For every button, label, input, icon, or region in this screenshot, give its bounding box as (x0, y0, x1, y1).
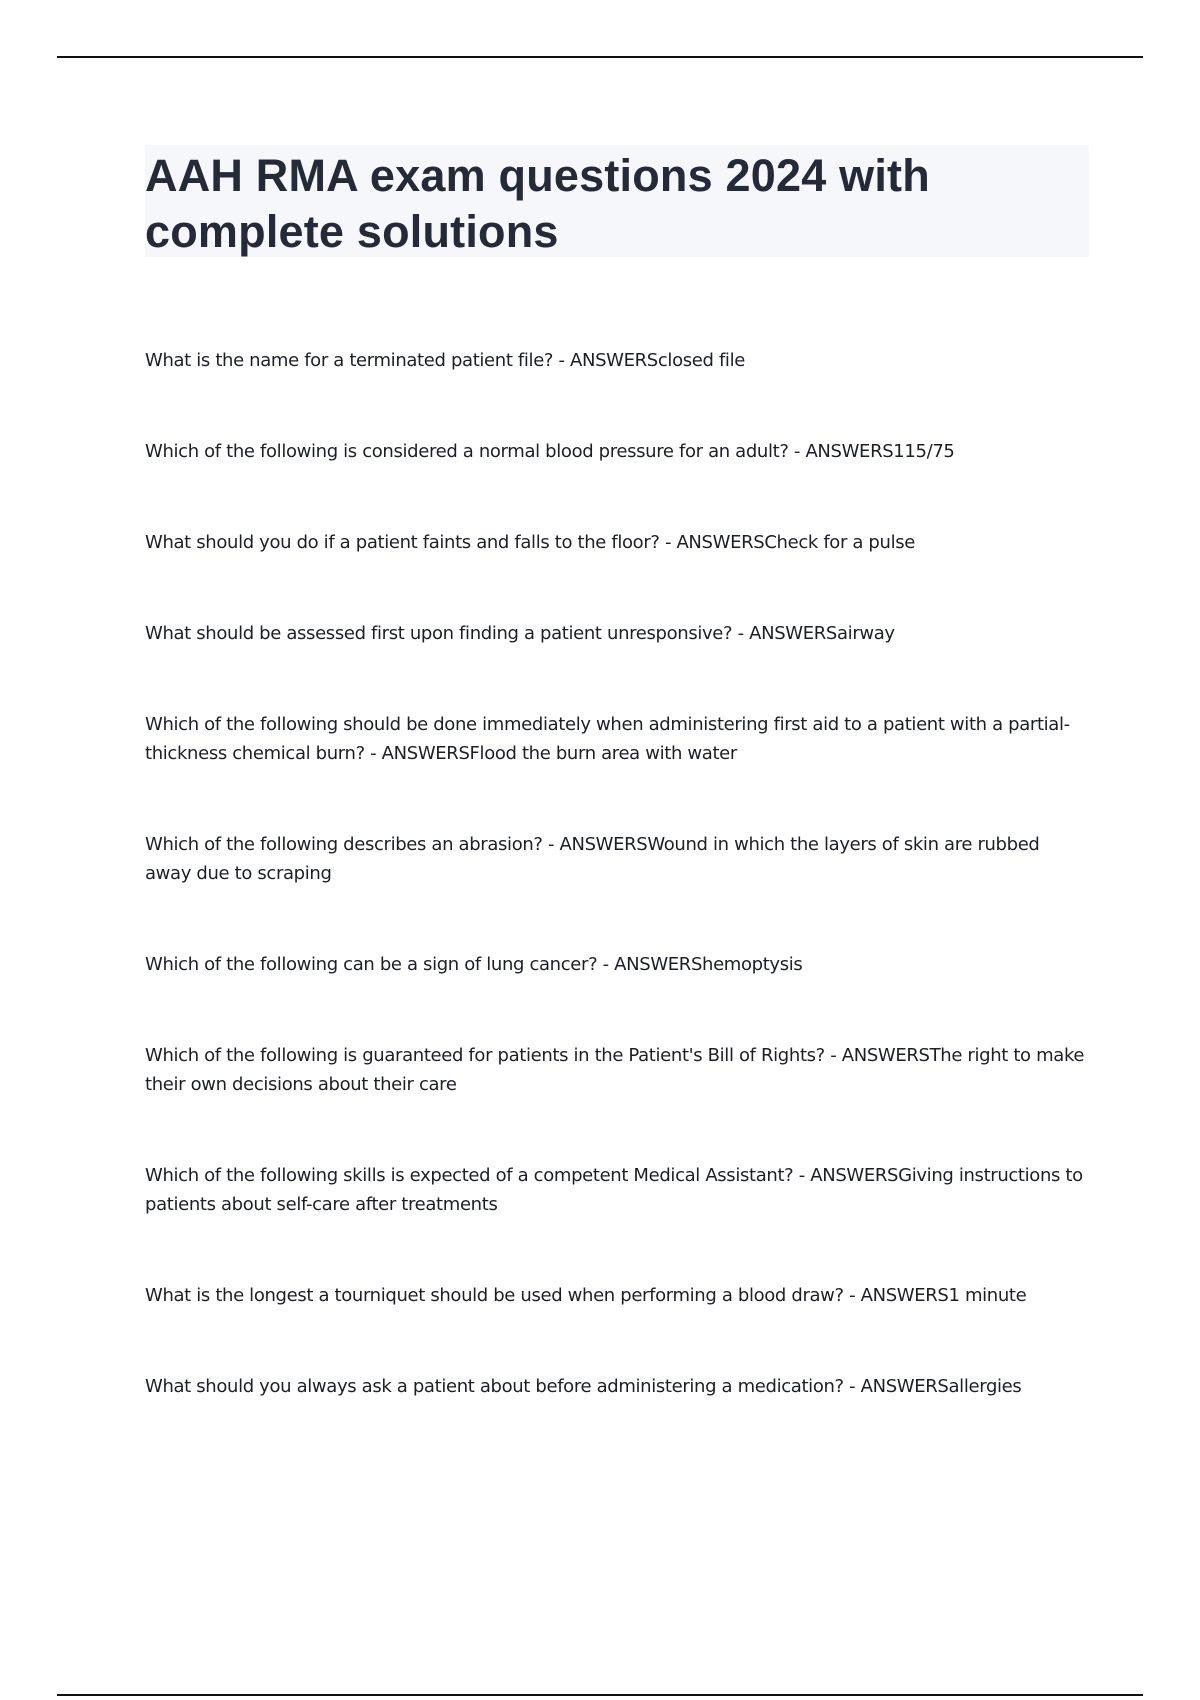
qa-item-5: Which of the following should be done immediately when administering first aid to a patient with a partial-thickness chemical burn? - ANSWERSFlood the burn area with water (145, 714, 1070, 764)
qa-item-3: What should you do if a patient faints and falls to the floor? - ANSWERSCheck for a pulse (145, 532, 915, 553)
top-divider (57, 56, 1143, 58)
qa-item-2: Which of the following is considered a normal blood pressure for an adult? - ANSWERS115/75 (145, 441, 955, 462)
qa-item-1: What is the name for a terminated patient file? - ANSWERSclosed file (145, 350, 745, 371)
title-banner (145, 145, 1089, 257)
bottom-divider (57, 1694, 1143, 1696)
qa-item-9: Which of the following skills is expected of a competent Medical Assistant? - ANSWERSGiving instructions to patients about self-care after treatments (145, 1165, 1083, 1215)
qa-item-8: Which of the following is guaranteed for patients in the Patient's Bill of Rights? - ANSWERSThe right to make their own decisions about their care (145, 1045, 1085, 1095)
qa-item-11: What should you always ask a patient about before administering a medication? - ANSWERSallergies (145, 1376, 1022, 1397)
page-title: AAH RMA exam questions 2024 with complete solutions (145, 150, 930, 257)
qa-item-7: Which of the following can be a sign of lung cancer? - ANSWERShemoptysis (145, 954, 803, 975)
qa-item-4: What should be assessed first upon finding a patient unresponsive? - ANSWERSairway (145, 623, 895, 644)
qa-list (145, 346, 1085, 1401)
qa-item-6: Which of the following describes an abrasion? - ANSWERSWound in which the layers of skin are rubbed away due to scraping (145, 834, 1040, 884)
qa-item-10: What is the longest a tourniquet should be used when performing a blood draw? - ANSWERS1 minute (145, 1285, 1027, 1306)
